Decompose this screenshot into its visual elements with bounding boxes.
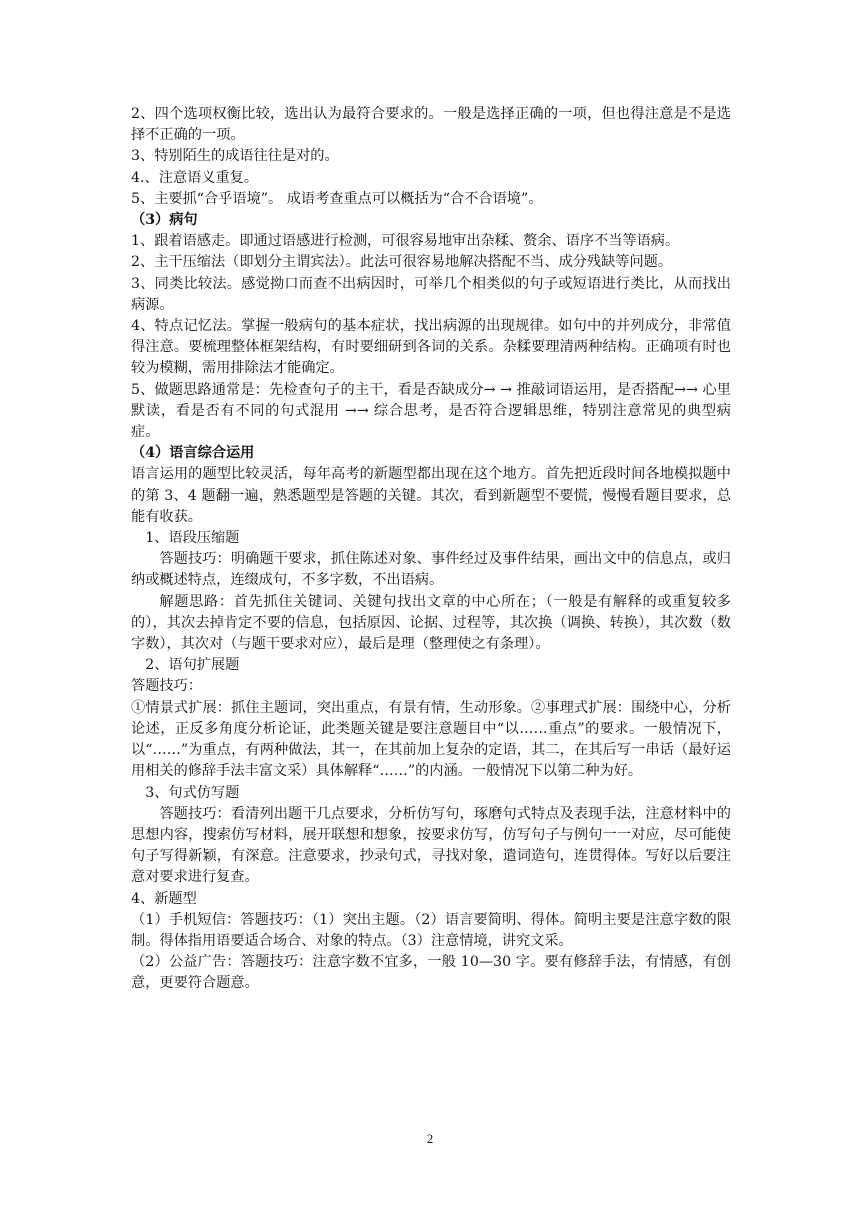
paragraph: 4、特点记忆法。掌握一般病句的基本症状，找出病源的出现规律。如句中的并列成分，非常值得注意。要梳理整体框架结构，有时要细研到各词的关系。杂糅要理清两种结构。正确项有时也较为模糊，需用排除法才能确定。 — [131, 318, 731, 377]
paragraph: 答题技巧： — [131, 678, 202, 695]
paragraph: 答题技巧：明确题干要求，抓住陈述对象、事件经过及事件结果，画出文中的信息点，或归纳或概述特点，连缀成句，不多字数，不出语病。 — [131, 551, 731, 589]
section-heading: （3）病句 — [131, 212, 198, 229]
subsection-heading: 1、语段压缩题 — [145, 530, 240, 547]
paragraph: 5、做题思路通常是：先检查句子的主干，看是否缺成分→ → 推敲词语运用，是否搭配→→ 心里默读，看是否有不同的句式混用 →→ 综合思考，是否符合逻辑思维，特别注意常见的典型病症。 — [131, 381, 731, 441]
section-heading: （4）语言综合运用 — [131, 445, 255, 462]
paragraph: 解题思路：首先抓住关键词、关键句找出文章的中心所在；（一般是有解释的或重复较多的），其次去掉肯定不要的信息，包括原因、论据、过程等，其次换（调换、转换），其次数（数字数），其次对（与题干要求对应），最后是理（整理使之有条理）。 — [131, 593, 731, 653]
paragraph: 2、主干压缩法（即划分主谓宾法）。此法可很容易地解决搭配不当、成分残缺等问题。 — [131, 254, 673, 271]
page-number: 2 — [426, 1131, 434, 1146]
paragraph: 3、同类比较法。感觉拗口而查不出病因时，可举几个相类似的句子或短语进行类比，从而找出病源。 — [131, 275, 731, 313]
paragraph: 1、跟着语感走。即通过语感进行检测，可很容易地审出杂糅、赘余、语序不当等语病。 — [131, 233, 680, 250]
page-body — [131, 104, 731, 995]
paragraph: ①情景式扩展：抓住主题词，突出重点，有景有情，生动形象。②事理式扩展：围绕中心，分析论述，正反多角度分析论证，此类题关键是要注意题目中“以……重点”的要求。一般情况下，以“……”为重点，有两种做法，其一，在其前加上复杂的定语，其二，在其后写一串话（最好运用相关的修辞手法丰富文采）具体解释“……”的内涵。一般情况下以第二种为好。 — [131, 699, 731, 780]
paragraph: 5、主要抓“合乎语境”。 成语考查重点可以概括为“合不合语境”。 — [131, 190, 543, 207]
subsection-heading: 2、语句扩展题 — [145, 657, 240, 674]
paragraph: 4、新题型 — [131, 890, 197, 907]
paragraph: 4.、注意语义重复。 — [131, 169, 259, 186]
paragraph: （2）公益广告：答题技巧：注意字数不宜多，一般 10—30 字。要有修辞手法，有情感，有创意，更要符合题意。 — [131, 954, 731, 992]
paragraph: 语言运用的题型比较灵活，每年高考的新题型都出现在这个地方。首先把近段时间各地模拟题中的第 3、4 题翻一遍，熟悉题型是答题的关键。其次，看到新题型不要慌，慢慢看题目要求，总能有收获。 — [131, 466, 731, 525]
subsection-heading: 3、句式仿写题 — [145, 784, 240, 801]
paragraph: （1）手机短信：答题技巧：（1）突出主题。（2）语言要简明、得体。简明主要是注意字数的限制。得体指用语要适合场合、对象的特点。（3）注意情境，讲究文采。 — [131, 911, 731, 949]
paragraph: 2、四个选项权衡比较，选出认为最符合要求的。一般是选择正确的一项，但也得注意是不是选择不正确的一项。 — [131, 106, 731, 144]
paragraph: 答题技巧：看清列出题干几点要求，分析仿写句，琢磨句式特点及表现手法，注意材料中的思想内容，搜索仿写材料，展开联想和想象，按要求仿写，仿写句子与例句一一对应，尽可能使句子写得新颖，有深意。注意要求，抄录句式，寻找对象，遣词造句，连贯得体。写好以后要注意对要求进行复查。 — [131, 805, 731, 886]
paragraph: 3、特别陌生的成语往往是对的。 — [131, 148, 339, 165]
